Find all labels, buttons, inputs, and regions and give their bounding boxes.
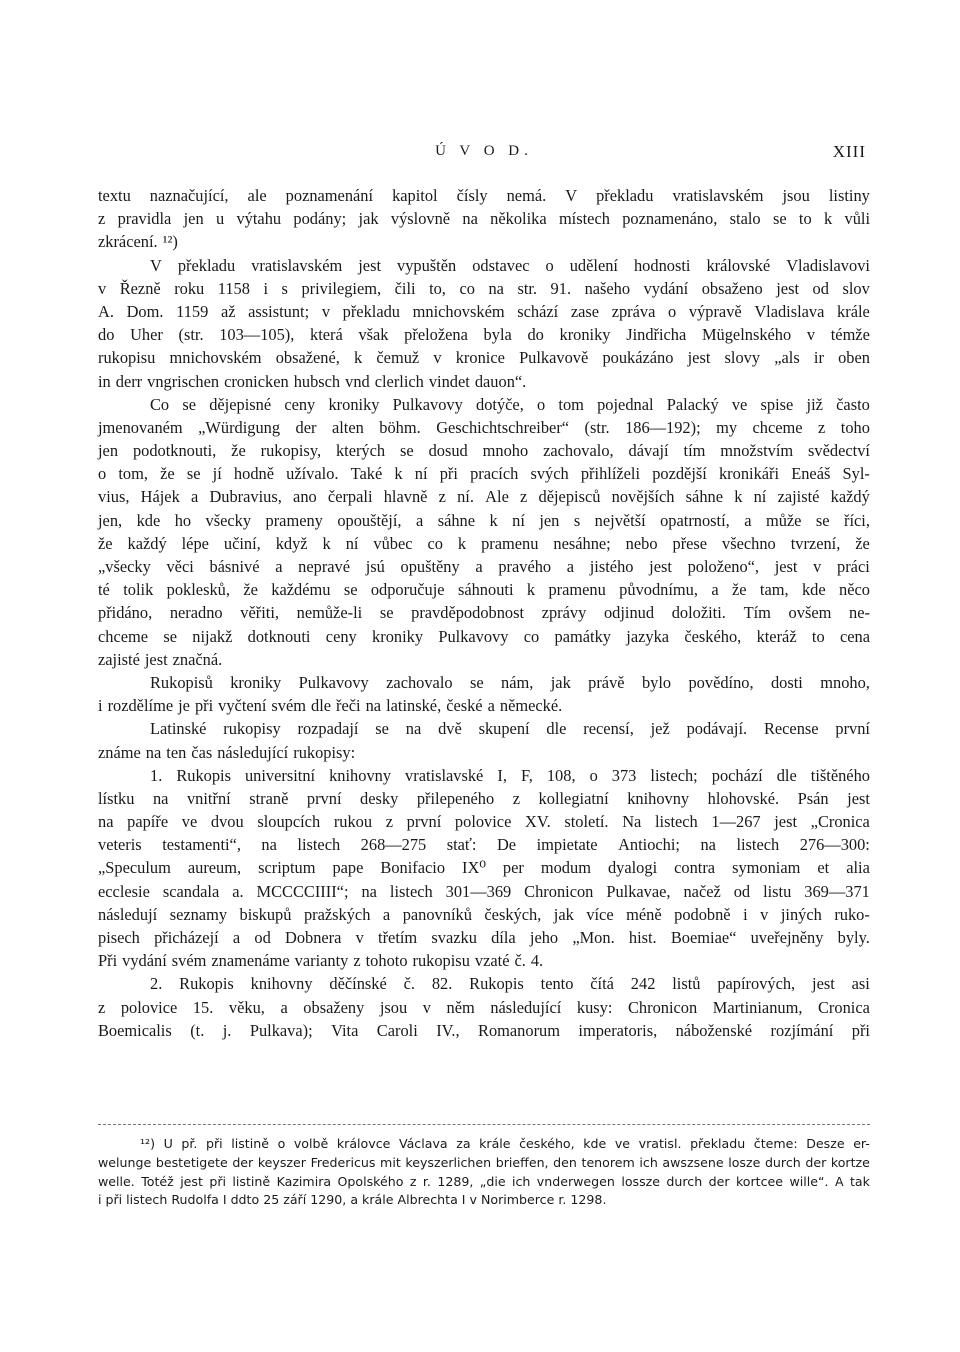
body-text-line: lístku na vnitřní straně první desky přilepeného z kollegiatní knihovny hlohovské. Psán jest <box>98 788 870 808</box>
body-text-line: o tom, že se jí hodně užívalo. Také k ní při pracích svých přihlíželi pozdější kronikáři Eneáš Syl- <box>98 464 870 484</box>
main-text <box>98 184 870 1042</box>
body-text-line: pisech přicházejí a od Dobnera v třetím svazku díla jeho „Mon. hist. Boemiae“ uveřejněny byly. <box>98 928 870 947</box>
footnote-line: welle. Totéž jest při listině Kazimira Opolského z r. 1289, „die ich vnderwegen lossze durch der kortcee wille“. A tak <box>98 1173 870 1189</box>
page-header <box>98 140 870 170</box>
body-text-line: známe na ten čas následující rukopisy: <box>98 742 356 762</box>
body-text-line: Při vydání svém znamenáme varianty z tohoto rukopisu vzaté č. 4. <box>98 951 544 971</box>
body-text-line: v Řezně roku 1158 i s privilegiem, čili to, co na str. 91. našeho vydání obsaženo jest od slov <box>98 278 870 298</box>
body-text-line: „všecky věci básnivé a nepravé jsú opuštěny a pravého a jistého jest položeno“, jest v práci <box>98 557 870 576</box>
body-text-line: „Speculum aureum, scriptum pape Bonifacio IX⁰ per modum dyalogi contra symoniam et alia <box>98 858 870 878</box>
body-text-line: zajisté jest značná. <box>98 649 223 669</box>
body-text-line: A. Dom. 1159 až assistunt; v překladu mnichovském schází zase zpráva o výpravě Vladislava krále <box>98 301 870 321</box>
body-text-line: Co se dějepisné ceny kroniky Pulkavovy dotýče, o tom pojednal Palacký ve spise již často <box>150 394 870 414</box>
body-text-line: zkrácení. ¹²) <box>98 232 178 252</box>
body-text-line: Latinské rukopisy rozpadají se na dvě skupení dle recensí, jež podávají. Recense první <box>150 719 870 739</box>
body-text-line: přidáno, neradno věřiti, nemůže-li se pravděpodobnost zprávy odjinud doložiti. Tím ovšem ne- <box>98 603 870 623</box>
running-head: Ú V O D. <box>435 143 533 159</box>
body-text-line: jmenovaném „Würdigung der alten böhm. Geschichtschreiber“ (str. 186—192); my chceme z toho <box>98 417 870 437</box>
body-text-line: z pravidla jen u výtahu podány; jak výslovně na několika místech poznamenáno, stalo se to k vůli <box>98 209 870 229</box>
body-text-line: 1. Rukopis universitní knihovny vratislavské I, F, 108, o 373 listech; pochází dle tištěného <box>150 765 870 785</box>
body-text-line: jen podotknouti, že rukopisy, kterých se dosud mnoho zachovalo, dávají tím množstvím svědectví <box>98 441 870 461</box>
body-text-line: vius, Hájek a Dubravius, ano čerpali hlavně z ní. Ale z dějepisců novějších sáhne k ní zajisté každý <box>98 487 870 507</box>
body-text-line: V překladu vratislavském jest vypuštěn odstavec o udělení hodnosti královské Vladislavovi <box>150 255 870 275</box>
body-text-line: té tolik poklesků, že každému se odporučuje sáhnouti k pramenu původnímu, a že tam, kde něco <box>98 580 870 600</box>
body-text-line: následují seznamy biskupů pražských a panovníků českých, jak více méně podobně i v jiných ruko- <box>98 904 870 924</box>
body-text-line: na papíře ve dvou sloupcích rukou z první polovice XV. století. Na listech 1—267 jest „Cronica <box>98 812 870 832</box>
footnote-line: welunge bestetigete der keyszer Fredericus mit keyszerlichen brieffen, den tenorem ich awszsene losze durch der kortze <box>98 1154 870 1170</box>
body-text-line: rukopisu mnichovském obsažené, k čemuž v kronice Pulkavově poukázáno jest slovy „als ir oben <box>98 348 870 368</box>
body-text-line: in derr vngrischen cronicken hubsch vnd clerlich vindet dauon“. <box>98 371 527 391</box>
body-text-line: ecclesie scandala a. MCCCCIIII“; na listech 301—369 Chronicon Pulkavae, načež od listu 369—371 <box>98 881 870 901</box>
body-text-line: že každý lépe učiní, když k ní vůbec co k pramenu nesáhne; nebo přese všechno tvrzení, že <box>98 533 870 553</box>
body-text-line: 2. Rukopis knihovny děčínské č. 82. Rukopis tento čítá 242 listů papírových, jest asi <box>150 974 870 994</box>
body-text-line: Boemicalis (t. j. Pulkava); Vita Caroli IV., Romanorum imperatoris, náboženské rozjímání při <box>98 1020 870 1040</box>
body-text-line: textu naznačující, ale poznamenání kapitol čísly nemá. V překladu vratislavském jsou listiny <box>98 186 870 205</box>
body-text-line: jen, kde ho všecky prameny opouštějí, a sáhne k ní jen s největší opatrností, a může se říci, <box>98 510 870 530</box>
footnote-divider <box>98 1124 870 1125</box>
footnotes <box>98 1135 870 1210</box>
page-number: XIII <box>832 142 866 161</box>
body-text-line: veteris testamenti“, na listech 268—275 stať: De impietate Antiochi; na listech 276—300: <box>98 835 870 855</box>
body-text-line: do Uher (str. 103—105), která však přeložena byla do kroniky Jindřicha Mügelnského v témže <box>98 325 870 345</box>
body-text-line: Rukopisů kroniky Pulkavovy zachovalo se nám, jak právě bylo povědíno, dosti mnoho, <box>150 672 870 692</box>
footnote-line: ¹²) U př. při listině o volbě královce Václava za krále českého, kde ve vratisl. překladu čteme: Desze er- <box>140 1136 870 1151</box>
body-text-line: z polovice 15. věku, a obsaženy jsou v něm následující kusy: Chronicon Martinianum, Cronica <box>98 997 870 1017</box>
body-text-line: i rozdělíme je při vyčtení svém dle řeči na latinské, české a německé. <box>98 696 563 716</box>
footnote-line: i při listech Rudolfa I ddto 25 září 1290, a krále Albrechta I v Norimberce r. 1298. <box>98 1192 607 1208</box>
body-text-line: chceme se nijakž dotknouti ceny kroniky Pulkavovy co památky jazyka českého, kteráž to cena <box>98 626 870 646</box>
